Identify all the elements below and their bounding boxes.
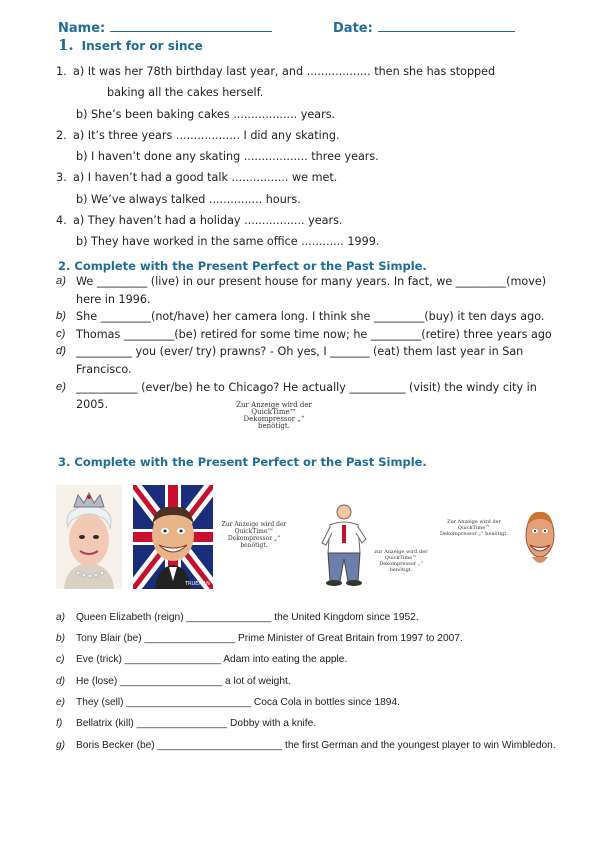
- item-letter: b): [56, 310, 66, 323]
- item-text: He (lose) __________________ a lot of weight.: [76, 676, 291, 687]
- exercise-text: b) They have worked in the same office ............ 1999.: [76, 235, 380, 249]
- quicktime-placeholder: Zur Anzeige wird der QuickTime™ Dekompressor „“ benötigt.: [221, 521, 287, 549]
- item-letter: g): [56, 740, 66, 751]
- item-letter: a): [56, 275, 66, 287]
- exercise-row: [56, 210, 546, 231]
- item-text: They (sell) ______________________ Coca Cola in bottles since 1894.: [76, 697, 400, 708]
- boris-becker-caricature-image: [524, 509, 556, 571]
- item-letter: f): [56, 718, 63, 729]
- section1-exercises: [56, 61, 546, 253]
- quicktime-overlay-text: Zur Anzeige wird der QuickTime™ Dekompressor „“ benötigt.: [236, 401, 312, 430]
- exercise-row: [56, 189, 546, 210]
- heavy-man-image: [320, 503, 368, 587]
- item-letter: b): [56, 633, 66, 644]
- item-text: We _________ (live) in our present house for many years. In fact, we _________(move) here in 1996.: [76, 275, 547, 306]
- exercise-number: 4.: [56, 214, 67, 228]
- queen-caricature-image: [56, 485, 122, 589]
- tony-blair-caricature-image: [133, 485, 213, 589]
- item-text: __________ you (ever/ try) prawns? - Oh yes, I _______ (eat) them last year in San Francisco.: [76, 345, 524, 376]
- exercise-item: [56, 308, 556, 326]
- exercise-row: [56, 231, 546, 252]
- date-label: Date:: [333, 21, 373, 36]
- item-letter: d): [56, 676, 66, 687]
- exercise-text: a) It’s three years .................. I did any skating.: [73, 128, 340, 142]
- section1-title-text: Insert for or since: [81, 39, 203, 53]
- section3-title: 3. Complete with the Present Perfect or the Past Simple.: [58, 455, 427, 469]
- item-text: Tony Blair (be) ________________ Prime Minister of Great Britain from 1997 to 2007.: [76, 633, 463, 644]
- exercise-text: b) She’s been baking cakes .................. years.: [76, 107, 336, 121]
- exercise-text-continued: baking all the cakes herself.: [107, 86, 264, 100]
- item-text: Queen Elizabeth (reign) _______________ the United Kingdom since 1952.: [76, 612, 419, 623]
- item-letter: e): [56, 380, 66, 393]
- exercise-number: 1.: [56, 65, 67, 78]
- item-text: Boris Becker (be) ______________________ the first German and the youngest player to win Wimbledon.: [76, 740, 556, 751]
- date-field: [333, 19, 515, 36]
- exercise-number: 2.: [56, 128, 67, 142]
- exercise-text: a) They haven’t had a holiday ................. years.: [73, 214, 343, 228]
- item-letter: d): [56, 345, 66, 358]
- name-field: [58, 19, 272, 36]
- exercise-item: [56, 326, 556, 344]
- item-letter: c): [56, 654, 65, 665]
- item-text: Thomas _________(be) retired for some time now; he _________(retire) three years ago: [76, 327, 552, 341]
- exercise-item: [56, 273, 556, 308]
- section1-number: 1.: [58, 36, 74, 54]
- quicktime-placeholder: Zur Anzeige wird der QuickTime™ Dekompressor „“ benötigt.: [440, 519, 508, 537]
- name-label: Name:: [58, 21, 106, 36]
- exercise-item: [56, 343, 556, 378]
- exercise-text: b) We’ve always talked ............... hours.: [76, 192, 301, 206]
- exercise-row: [56, 125, 546, 146]
- item-letter: a): [56, 612, 66, 623]
- picture-caption: TRUEMAN: [185, 581, 210, 587]
- name-blank-line[interactable]: [110, 19, 272, 32]
- section2-exercises: [56, 273, 556, 414]
- exercise-row: [56, 146, 546, 167]
- item-text: ___________ (ever/be) he to Chicago? He actually __________ (visit) the windy city in 2005.: [76, 380, 537, 412]
- picture-strip: [56, 485, 556, 590]
- exercise-row: [56, 82, 546, 103]
- exercise-number: 3.: [56, 171, 67, 185]
- item-text: Bellatrix (kill) ________________ Dobby with a knife.: [76, 718, 317, 729]
- date-blank-line[interactable]: [378, 19, 515, 32]
- item-letter: e): [56, 697, 66, 708]
- exercise-row: [56, 167, 546, 188]
- exercise-text: a) I haven’t had a good talk ................ we met.: [73, 171, 338, 185]
- exercise-row: [56, 104, 546, 125]
- item-text: Eve (trick) _________________ Adam into eating the apple.: [76, 654, 348, 665]
- exercise-text: a) It was her 78th birthday last year, and .................. then she has stopped: [73, 65, 496, 78]
- section2-title: 2. Complete with the Present Perfect or the Past Simple.: [58, 259, 427, 273]
- item-letter: c): [56, 327, 66, 340]
- exercise-row: [56, 61, 546, 82]
- quicktime-placeholder: zur Anzeige wird der QuickTime™ Dekompressor „“ benötigt.: [374, 549, 428, 573]
- item-text: She _________(not/have) her camera long. I think she _________(buy) it ten days ago.: [76, 310, 545, 324]
- section1-title: [58, 36, 203, 54]
- exercise-text: b) I haven’t done any skating .................. three years.: [76, 150, 379, 164]
